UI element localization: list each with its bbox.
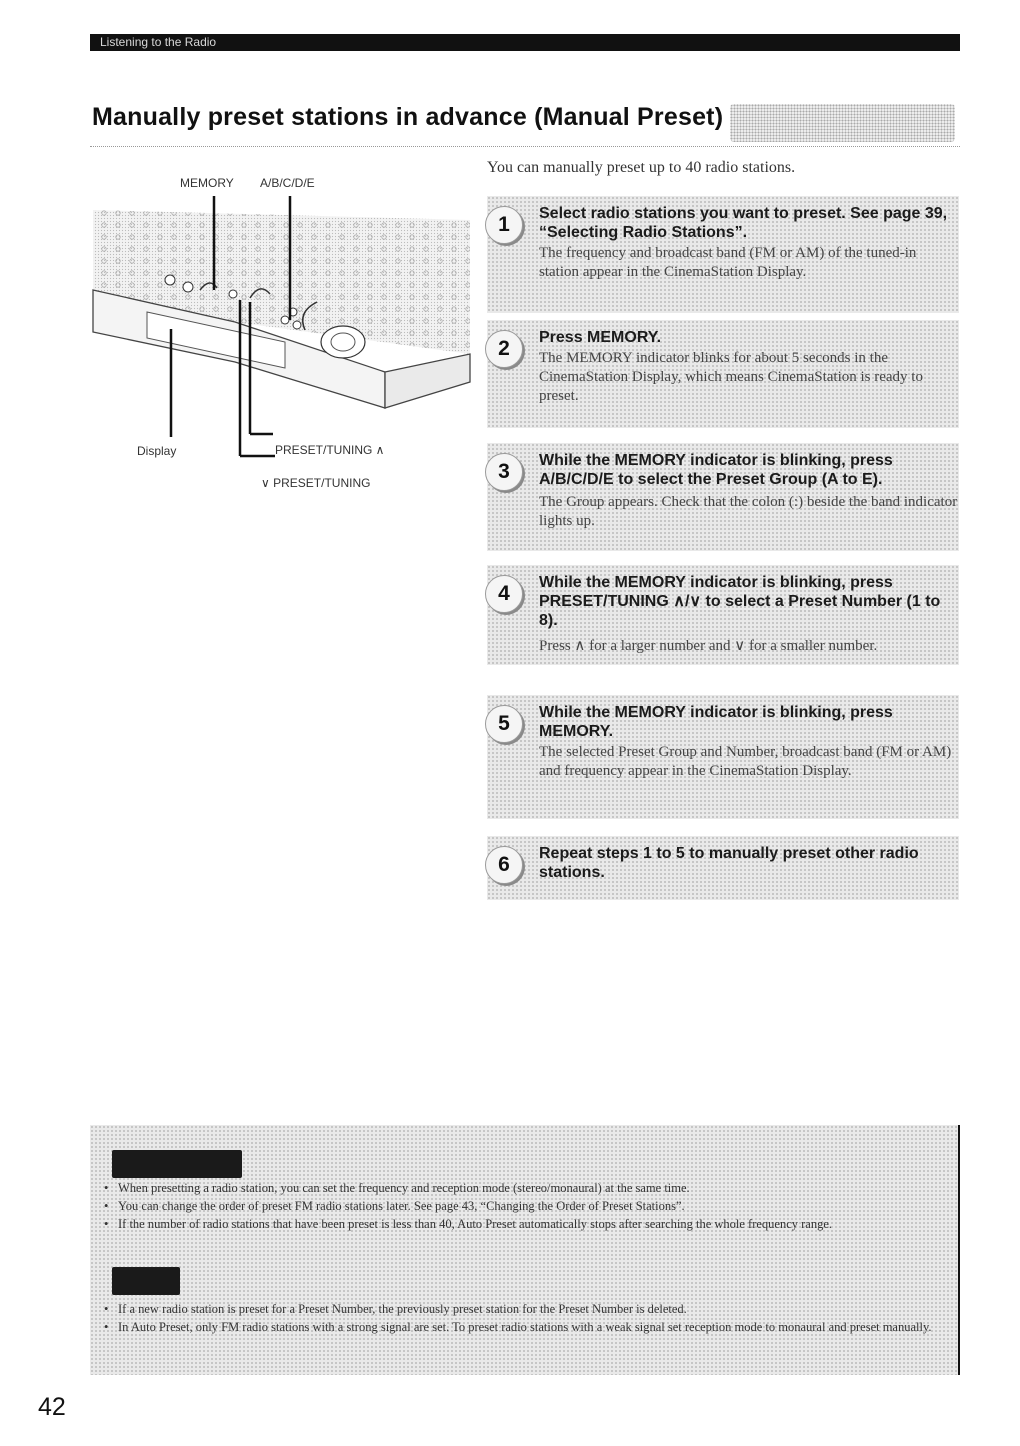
title-dot-fade <box>730 104 955 142</box>
label-memory: MEMORY <box>180 176 234 190</box>
note-item: • In Auto Preset, only FM radio stations with a strong signal are set. To preset radio stations with a weak signal set reception mode to monaural and preset manually. <box>118 1319 948 1336</box>
step-heading: Select radio stations you want to preset. See page 39, “Selecting Radio Stations”. <box>539 205 948 241</box>
title-row <box>90 100 960 148</box>
note-item: • If the number of radio stations that have been preset is less than 40, Auto Preset automatically stops after searching the whole frequency range. <box>118 1216 948 1233</box>
notes-box <box>90 1125 960 1375</box>
step-heading: While the MEMORY indicator is blinking, press A/B/C/D/E to select the Preset Group (A to E). <box>539 452 893 488</box>
page-number: 42 <box>38 1393 66 1421</box>
step-body: The MEMORY indicator blinks for about 5 seconds in the CinemaStation Display, which means CinemaStation is ready to preset. <box>539 350 923 404</box>
label-display: Display <box>137 444 177 458</box>
step-heading: While the MEMORY indicator is blinking, press PRESET/TUNING ∧/∨ to select a Preset Number (1 to 8). <box>539 574 941 629</box>
label-abcde: A/B/C/D/E <box>260 176 315 190</box>
step-body: The selected Preset Group and Number, broadcast band (FM or AM) and frequency appear in the CinemaStation Display. <box>539 744 952 779</box>
section-header-bar <box>90 34 960 51</box>
step-number-icon: 5 <box>485 705 523 743</box>
step-body: The frequency and broadcast band (FM or AM) of the tuned-in station appear in the CinemaStation Display. <box>539 245 917 280</box>
notes-badge-1 <box>112 1150 242 1178</box>
step-heading: Repeat steps 1 to 5 to manually preset other radio stations. <box>539 845 919 881</box>
step-3 <box>487 443 959 551</box>
step-2 <box>487 320 959 428</box>
note-item: • When presetting a radio station, you can set the frequency and reception mode (stereo/monaural) at the same time. <box>118 1180 948 1197</box>
page-title: Manually preset stations in advance (Manual Preset) <box>92 103 724 131</box>
device-illustration <box>85 172 475 502</box>
step-number-icon: 3 <box>485 453 523 491</box>
step-number-icon: 4 <box>485 575 523 613</box>
intro-text: You can manually preset up to 40 radio stations. <box>487 159 796 176</box>
notes-badge-2 <box>112 1267 180 1295</box>
step-6 <box>487 836 959 900</box>
step-5 <box>487 695 959 819</box>
label-preset-down: ∨ PRESET/TUNING <box>261 476 371 490</box>
label-preset-up: PRESET/TUNING ∧ <box>275 443 385 457</box>
step-body: The Group appears. Check that the colon (:) beside the band indicator lights up. <box>539 494 958 529</box>
section-header-label: Listening to the Radio <box>100 35 217 49</box>
step-number-icon: 1 <box>485 206 523 244</box>
step-heading: Press MEMORY. <box>539 329 662 346</box>
step-1 <box>487 196 959 313</box>
step-heading: While the MEMORY indicator is blinking, press MEMORY. <box>539 704 893 740</box>
title-rule <box>90 146 960 147</box>
note-item: • You can change the order of preset FM radio stations later. See page 43, “Changing the Order of Preset Stations”. <box>118 1198 948 1215</box>
step-number-icon: 2 <box>485 330 523 368</box>
step-body: Press ∧ for a larger number and ∨ for a smaller number. <box>539 638 878 654</box>
note-item: • If a new radio station is preset for a Preset Number, the previously preset station for the Preset Number is deleted. <box>118 1301 948 1318</box>
step-number-icon: 6 <box>485 846 523 884</box>
step-4 <box>487 565 959 665</box>
